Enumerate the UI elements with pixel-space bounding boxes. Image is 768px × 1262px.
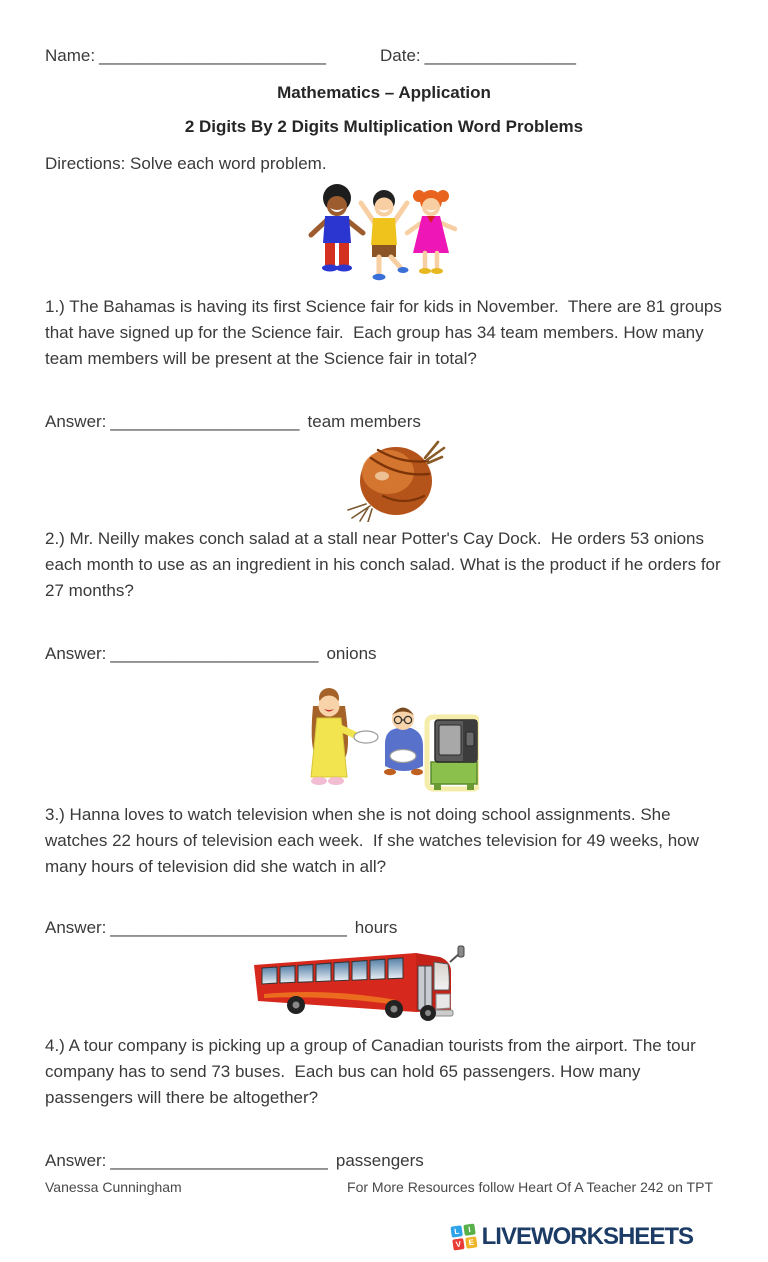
- name-date-row: [45, 46, 723, 66]
- problem-3-text: 3.) Hanna loves to watch television when she is not doing school assignments. She watches 22 hours of television each week. If she watches television for 49 weeks, how many hours of television did she watch in all?: [45, 805, 704, 876]
- liveworksheets-wordmark: LIVEWORKSHEETS: [481, 1223, 693, 1250]
- logo-tile-l: L: [450, 1225, 462, 1237]
- answer-label: Answer:: [45, 412, 107, 431]
- onion-clipart: [59, 434, 737, 522]
- date-group: [380, 46, 576, 66]
- answer-blank-line[interactable]: ______________________: [110, 644, 319, 663]
- logo-tile-i: I: [463, 1223, 475, 1235]
- answer-unit: hours: [354, 918, 398, 937]
- problem-1-answer-row: [45, 410, 723, 432]
- red-bus-clipart: [20, 938, 698, 1025]
- liveworksheets-logo[interactable]: [45, 1223, 723, 1251]
- directions-text: Directions: Solve each word problem.: [45, 154, 327, 173]
- problem-3-answer-row: [45, 916, 723, 938]
- name-blank-line[interactable]: ________________________: [99, 46, 326, 65]
- answer-unit: passengers: [335, 1151, 424, 1170]
- logo-tile-e: E: [465, 1236, 477, 1248]
- date-blank-line[interactable]: ________________: [424, 46, 576, 65]
- problem-2-answer-row: [45, 642, 723, 664]
- answer-label: Answer:: [45, 644, 107, 663]
- liveworksheets-tiles-icon: [450, 1223, 477, 1250]
- answer-blank-line[interactable]: _______________________: [110, 1151, 328, 1170]
- answer-blank-line[interactable]: _________________________: [110, 918, 347, 937]
- author-credit: Vanessa Cunningham: [45, 1179, 182, 1195]
- answer-label: Answer:: [45, 1151, 107, 1170]
- logo-tile-v: V: [452, 1238, 464, 1250]
- resources-note: For More Resources follow Heart Of A Teacher 242 on TPT: [347, 1179, 713, 1195]
- name-label: Name:: [45, 46, 96, 65]
- problem-4-answer-row: [45, 1149, 723, 1171]
- three-kids-clipart: [45, 182, 723, 288]
- answer-unit: onions: [326, 644, 377, 663]
- date-label: Date:: [380, 46, 421, 65]
- problem-2-text: 2.) Mr. Neilly makes conch salad at a stall near Potter's Cay Dock. He orders 53 onions each month to use as an ingredient in his conch salad. What is the product if he orders for 27 months?: [45, 529, 726, 600]
- answer-unit: team members: [307, 412, 421, 431]
- answer-blank-line[interactable]: ____________________: [110, 412, 300, 431]
- kids-watching-tv-clipart: [45, 680, 723, 793]
- subject-title: Mathematics – Application: [277, 83, 491, 102]
- worksheet-title: 2 Digits By 2 Digits Multiplication Word Problems: [184, 117, 584, 136]
- problem-1-text: 1.) The Bahamas is having its first Science fair for kids in November. There are 81 groups that have signed up for the Science fair. Each group has 34 team members. How many team members will be present at the Science fair in total?: [45, 297, 727, 368]
- problem-4-text: 4.) A tour company is picking up a group of Canadian tourists from the airport. The tour company has to send 73 buses. Each bus can hold 65 passengers. How many passengers will there be altogether?: [45, 1036, 701, 1107]
- footer: [45, 1179, 723, 1195]
- answer-label: Answer:: [45, 918, 107, 937]
